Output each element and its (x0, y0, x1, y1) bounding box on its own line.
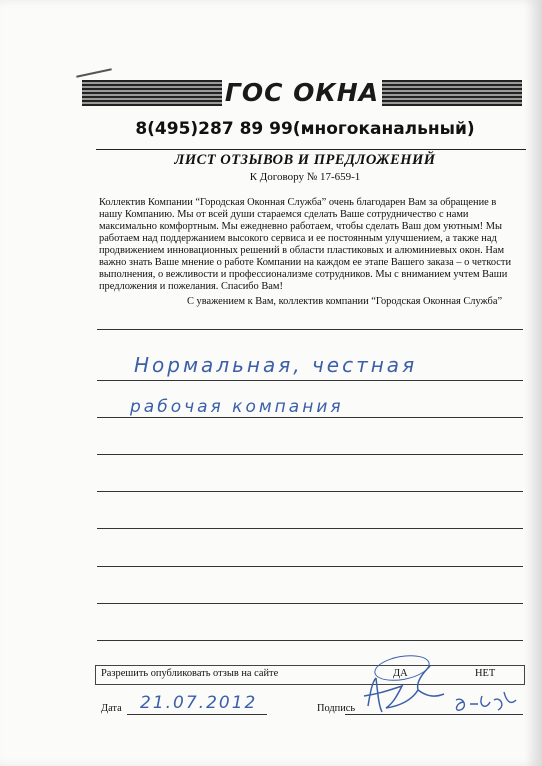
ruled-line (97, 603, 523, 604)
signature-label: Подпись (317, 703, 356, 714)
closing-text: С уважением к Вам, коллектив компании “Городская Оконная Служба” (187, 296, 503, 307)
pen-mark (76, 68, 112, 77)
ruled-line (97, 417, 523, 418)
ruled-line (97, 454, 523, 455)
ruled-line (97, 566, 523, 567)
ruled-line (97, 380, 523, 381)
date-label: Дата (101, 703, 122, 714)
header-rule (96, 149, 526, 150)
contract-number: К Договору № 17-659-1 (249, 171, 361, 183)
page-edge-shadow (524, 0, 542, 766)
phone-number: 8(495)287 89 99(многоканальный) (135, 119, 475, 139)
intro-paragraph: Коллектив Компании “Городская Оконная Служба” очень благодарен Вам за обращение в нашу Компанию. Мы от всей души стараемся сделать Ваше сотрудничество с нами максимально комфортным. Мы ежедневно работаем, чтобы сделать Ваш дом уютным! Мы работаем над поддержанием высокого сервиса и ее постоянным улучшением, а также над продвижением инновационных решений в области пластиковых и алюминиевых окон. Нам важно знать Ваше мнение о работе Компании на каждом ее этапе Вашего заказа – о четкости выполнения, о вежливости и профессионализме сотрудников. Мы с вниманием учтем Ваши предложения и пожелания. Спасибо Вам! (99, 197, 512, 292)
ruled-line (97, 528, 523, 529)
logo-text: ГОС ОКНА (224, 78, 380, 107)
logo-stripes-right (382, 80, 522, 106)
publish-yes-option[interactable]: ДА (393, 668, 408, 679)
logo-stripes-left (82, 80, 222, 106)
date-value: 21.07.2012 (140, 693, 258, 713)
ruled-line (97, 491, 523, 492)
form-title: ЛИСТ ОТЗЫВОВ И ПРЕДЛОЖЕНИЙ (174, 152, 436, 168)
publish-permission-label: Разрешить опубликовать отзыв на сайте (101, 668, 279, 679)
handwritten-review-line-1: Нормальная, честная (134, 353, 418, 377)
company-logo (82, 80, 522, 106)
publish-no-option[interactable]: НЕТ (475, 668, 496, 679)
ruled-line (97, 329, 523, 330)
date-line (127, 714, 267, 715)
handwritten-signature (356, 656, 526, 718)
intro-text (99, 197, 519, 293)
ruled-line (97, 640, 523, 641)
handwritten-review-line-2: рабочая компания (130, 397, 344, 417)
